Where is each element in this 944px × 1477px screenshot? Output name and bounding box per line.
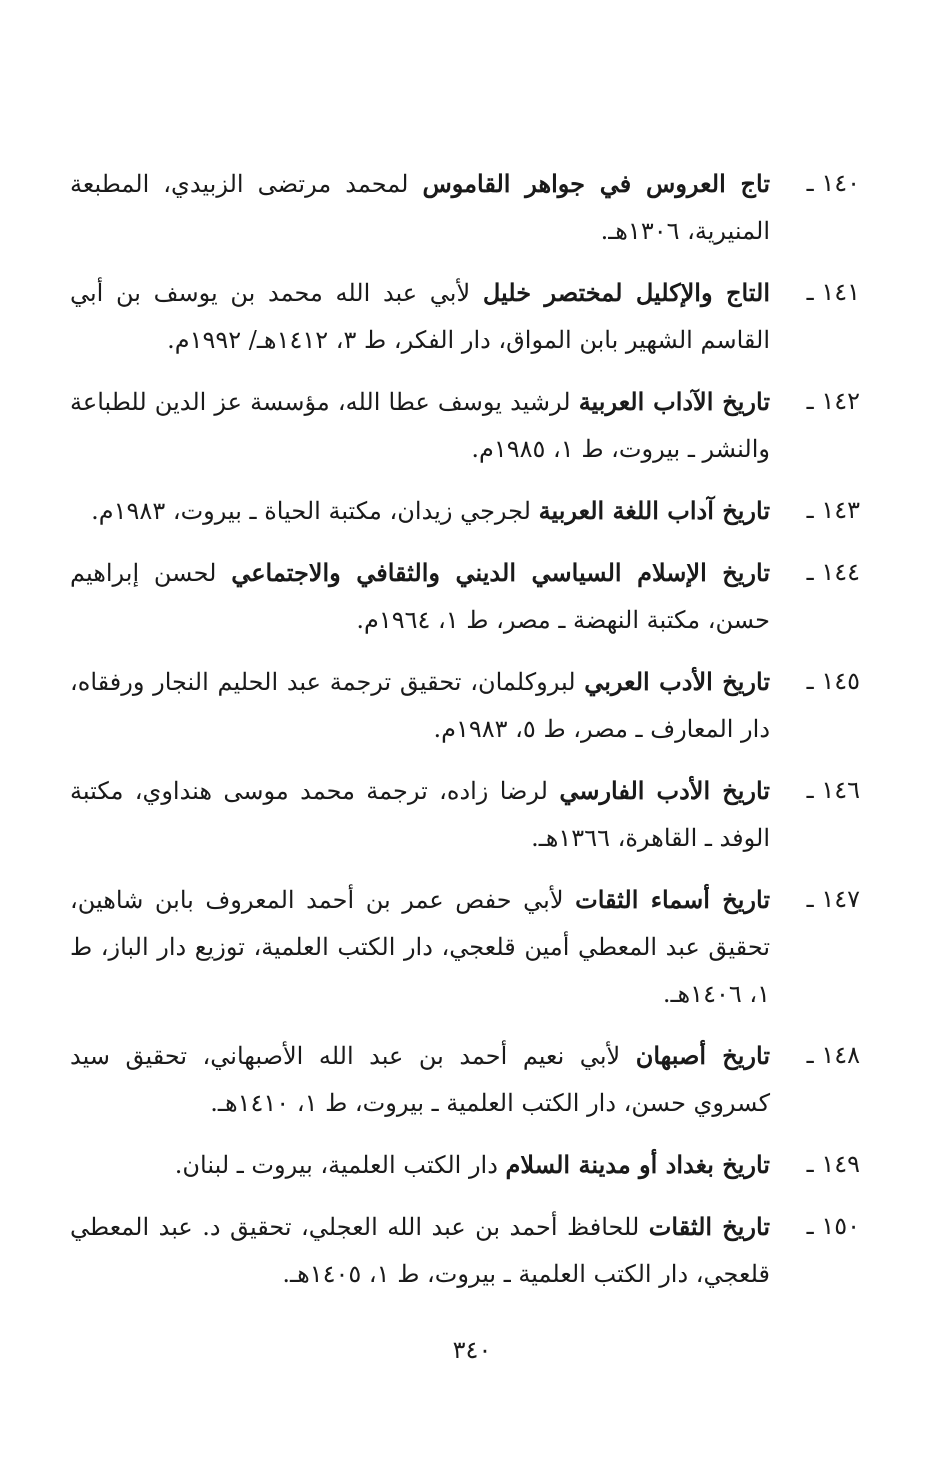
entry-body — [70, 1141, 770, 1189]
entry-body — [70, 160, 770, 255]
entry-number: ١٤٨ ـ — [806, 1041, 860, 1069]
bibliography-entry — [70, 378, 860, 473]
bibliography-entry — [70, 1141, 860, 1189]
bibliography-entry — [70, 876, 860, 1018]
bibliography-entry — [70, 767, 860, 862]
entry-title: تاريخ أصبهان — [635, 1041, 770, 1070]
page-number: ٣٤٠ — [452, 1336, 492, 1364]
entry-number: ١٥٠ ـ — [806, 1212, 860, 1240]
bibliography-entry — [70, 160, 860, 255]
entry-number: ١٤٩ ـ — [806, 1150, 860, 1178]
entry-title: تاريخ أسماء الثقات — [575, 885, 770, 914]
entry-body — [70, 487, 770, 535]
entry-title: التاج والإكليل لمختصر خليل — [482, 278, 770, 307]
bibliography-entry — [70, 269, 860, 364]
entry-title: تاج العروس في جواهر القاموس — [422, 169, 770, 198]
entry-number: ١٤٥ ـ — [806, 667, 860, 695]
entry-body — [70, 378, 770, 473]
bibliography-entry — [70, 487, 860, 535]
entry-body — [70, 269, 770, 364]
entry-title: تاريخ الآداب العربية — [578, 387, 771, 416]
entry-body — [70, 876, 770, 1018]
bibliography-entry — [70, 1203, 860, 1298]
entry-body — [70, 658, 770, 753]
entry-details: لحسن إبراهيم حسن، مكتبة النهضة ـ مصر، ط ١، ١٩٦٤م. — [70, 559, 770, 634]
bibliography-entry — [70, 549, 860, 644]
entry-number: ١٤٧ ـ — [806, 885, 860, 913]
entry-details: لأبي حفص عمر بن أحمد المعروف بابن شاهين، تحقيق عبد المعطي أمين قلعجي، دار الكتب العلمية، توزيع دار الباز، ط ١، ١٤٠٦هـ. — [70, 886, 770, 1008]
entry-title: تاريخ الأدب الفارسي — [559, 776, 770, 805]
entry-details: لأبي نعيم أحمد بن عبد الله الأصبهاني، تحقيق سيد كسروي حسن، دار الكتب العلمية ـ بيروت، ط ١، ١٤١٠هـ. — [70, 1042, 770, 1117]
entry-number: ١٤٦ ـ — [806, 776, 860, 804]
entry-number: ١٤٣ ـ — [806, 496, 860, 524]
entry-number: ١٤٤ ـ — [806, 558, 860, 586]
entry-details: لرضا زاده، ترجمة محمد موسى هنداوي، مكتبة الوفد ـ القاهرة، ١٣٦٦هـ. — [70, 777, 770, 852]
entry-title: تاريخ آداب اللغة العربية — [538, 496, 770, 525]
entry-body — [70, 767, 770, 862]
entry-details: لبروكلمان، تحقيق ترجمة عبد الحليم النجار ورفقاه، دار المعارف ـ مصر، ط ٥، ١٩٨٣م. — [70, 668, 770, 743]
entry-title: تاريخ الثقات — [648, 1212, 770, 1241]
entry-details: لرشيد يوسف عطا الله، مؤسسة عز الدين للطباعة والنشر ـ بيروت، ط ١، ١٩٨٥م. — [70, 388, 770, 463]
entry-details: لمحمد مرتضى الزبيدي، المطبعة المنيرية، ١٣٠٦هـ. — [70, 170, 770, 245]
entry-details: دار الكتب العلمية، بيروت ـ لبنان. — [174, 1151, 506, 1179]
bibliography-entry — [70, 1032, 860, 1127]
entry-title: تاريخ الإسلام السياسي الديني والثقافي والاجتماعي — [231, 558, 771, 587]
entry-body — [70, 1203, 770, 1298]
entry-title: تاريخ الأدب العربي — [584, 667, 770, 696]
entry-details: للحافظ أحمد بن عبد الله العجلي، تحقيق د. عبد المعطي قلعجي، دار الكتب العلمية ـ بيروت، ط ١، ١٤٠٥هـ. — [70, 1213, 770, 1288]
entry-number: ١٤١ ـ — [806, 278, 860, 306]
bibliography-list — [70, 160, 860, 1312]
entry-number: ١٤٢ ـ — [806, 387, 860, 415]
entry-number: ١٤٠ ـ — [806, 169, 860, 197]
entry-details: لجرجي زيدان، مكتبة الحياة ـ بيروت، ١٩٨٣م. — [91, 497, 539, 525]
entry-title: تاريخ بغداد أو مدينة السلام — [505, 1150, 770, 1179]
entry-body — [70, 549, 770, 644]
entry-body — [70, 1032, 770, 1127]
entry-details: لأبي عبد الله محمد بن يوسف بن أبي القاسم الشهير بابن المواق، دار الفكر، ط ٣، ١٤١٢هـ/ ١٩٩٢م. — [70, 279, 770, 354]
bibliography-entry — [70, 658, 860, 753]
